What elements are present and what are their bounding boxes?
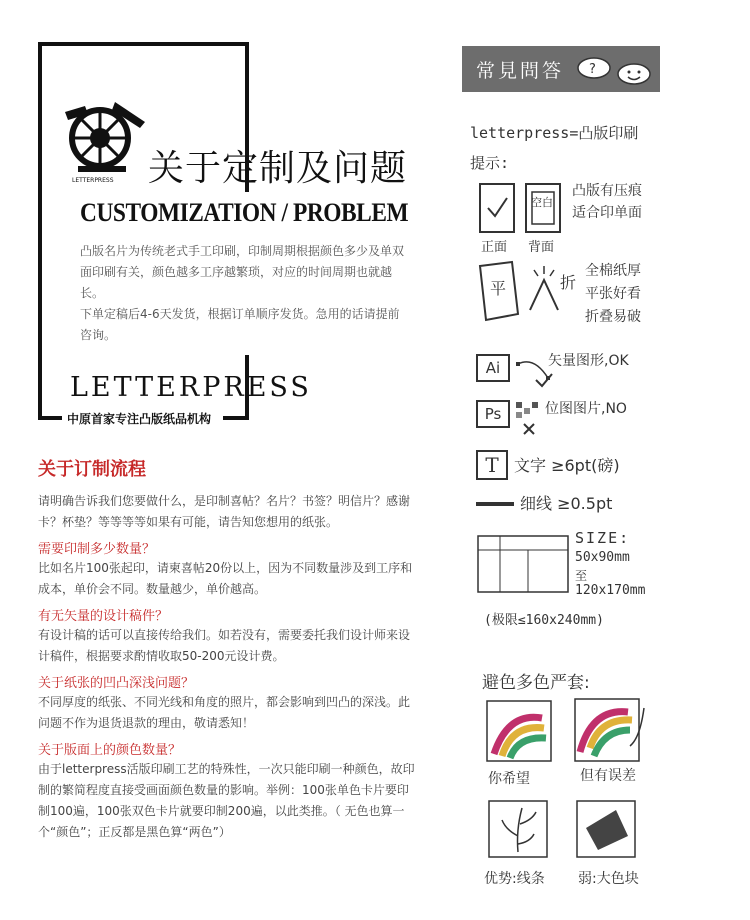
weak-blocks-label: 弱:大色块 — [578, 871, 639, 887]
bitmap-no-text: 位图图片,NO — [545, 401, 627, 417]
faq-banner-title: 常見問答 — [476, 60, 565, 82]
color-registration-title: 避色多色严套: — [482, 673, 590, 693]
good-lines-label: 优势:线条 — [484, 871, 545, 887]
speech-bubbles-icon — [576, 56, 656, 88]
process-intro: 请明确告诉我们您要做什么，是印制喜帖？名片？书签？明信片？感谢卡？杯垫？等等等等如果有可能，请告知您想用的纸张。 — [38, 494, 411, 529]
error-label: 但有误差 — [580, 768, 636, 784]
size-min: 50x90mm — [575, 550, 630, 565]
flat-fold-icon — [474, 258, 577, 324]
thin-line-icon — [476, 502, 514, 506]
process-title: 关于订制流程 — [38, 459, 146, 480]
min-font-size-text: 文字 ≥6pt(磅) — [514, 456, 620, 475]
answer-quantity: 比如名片100张起印，请柬喜帖20份以上，因为不同数量涉及到工序和成本，单价会不同。数量越少，单价越高。 — [38, 561, 413, 596]
min-line-width-text: 细线 ≥0.5pt — [520, 494, 613, 513]
ordering-process-section — [38, 455, 418, 843]
page-title-en: CUSTOMIZATION / PROBLEM — [80, 198, 409, 227]
svg-text:?: ? — [589, 62, 596, 77]
brand-wordmark: LETTERPRESS — [70, 372, 312, 403]
vector-ok-text: 矢量图形,OK — [548, 353, 629, 369]
question-color-count: 关于版面上的颜色数量？ — [38, 743, 182, 758]
size-limit: (极限≤160x240mm) — [484, 613, 604, 628]
frame-bottom-border-right — [223, 416, 249, 420]
hint-label: 提示: — [470, 154, 510, 172]
bitmap-pixels-icon — [514, 400, 544, 438]
letterpress-definition: letterpress=凸版印刷 — [470, 124, 639, 142]
answer-design-file: 有设计稿的话可以直接传给我们。如若没有，需要委托我们设计师来设计稿件，根据要求酌情收取50-200元设计费。 — [38, 628, 411, 663]
hope-label: 你希望 — [488, 771, 530, 787]
note-pressure-line1: 凸版有压痕 — [572, 183, 642, 199]
answer-paper-depth: 不同厚度的纸张、不同光线和角度的照片，都会影响到凹凸的深浅。此问题不作为退货退款的理由，敬请悉知！ — [38, 695, 411, 730]
note-cotton-line3: 折叠易破 — [585, 309, 641, 325]
intro-text — [80, 241, 410, 346]
illustrator-icon: Ai — [476, 354, 510, 382]
frame-left-border — [38, 42, 42, 420]
solid-block-icon — [576, 800, 638, 860]
brand-tagline: 中原首家专注凸版纸品机构 — [64, 410, 214, 427]
question-paper-depth: 关于纸张的凹凸深浅问题？ — [38, 676, 195, 691]
size-max: 120x170mm — [575, 583, 646, 598]
size-to: 至 — [575, 569, 588, 583]
line-art-plant-icon — [488, 800, 550, 860]
frame-bottom-border-left — [38, 416, 62, 420]
question-quantity: 需要印制多少数量？ — [38, 542, 156, 557]
frame-top-border — [38, 42, 248, 46]
back-label: 背面 — [528, 240, 555, 255]
card-size-icon — [476, 534, 570, 594]
back-blank-char: 空白 — [531, 196, 553, 209]
page-title-cn: 关于定制及问题 — [148, 148, 408, 189]
front-back-cards-icon — [478, 182, 568, 242]
size-title: SIZE: — [575, 529, 631, 547]
intro-paragraph-1: 凸版名片为传统老式手工印刷，印制周期根据颜色多少及单双面印刷有关，颜色越多工序越繁琐，对应的时间周期也就越长。 — [80, 244, 405, 300]
note-pressure-line2: 适合印单面 — [572, 205, 642, 221]
misaligned-rainbow-icon — [574, 698, 648, 762]
logo-caption: LETTERPRESS — [72, 177, 114, 184]
front-label: 正面 — [481, 240, 508, 255]
question-design-file: 有无矢量的设计稿件？ — [38, 609, 169, 624]
aligned-rainbow-icon — [486, 700, 552, 762]
fold-char: 折 — [560, 273, 577, 292]
intro-paragraph-2: 下单定稿后4-6天发货，根据订单顺序发货。急用的话请提前咨询。 — [80, 307, 400, 342]
note-cotton-line2: 平张好看 — [585, 286, 641, 302]
answer-color-count: 由于letterpress活版印刷工艺的特殊性，一次只能印刷一种颜色，故印制的繁简程度直接受画面颜色数量的影响。举例：100张单色卡片要印制100遍，100张双色卡片就要印制200遍，以此类推。（ 无色也算一个“颜色”；正反都是黑色算“两色”） — [38, 762, 415, 839]
text-tool-icon: T — [476, 450, 508, 480]
letterpress-machine-logo — [60, 92, 155, 187]
photoshop-icon: Ps — [476, 400, 510, 428]
note-cotton-line1: 全棉纸厚 — [585, 263, 641, 279]
flat-char: 平 — [490, 279, 507, 298]
